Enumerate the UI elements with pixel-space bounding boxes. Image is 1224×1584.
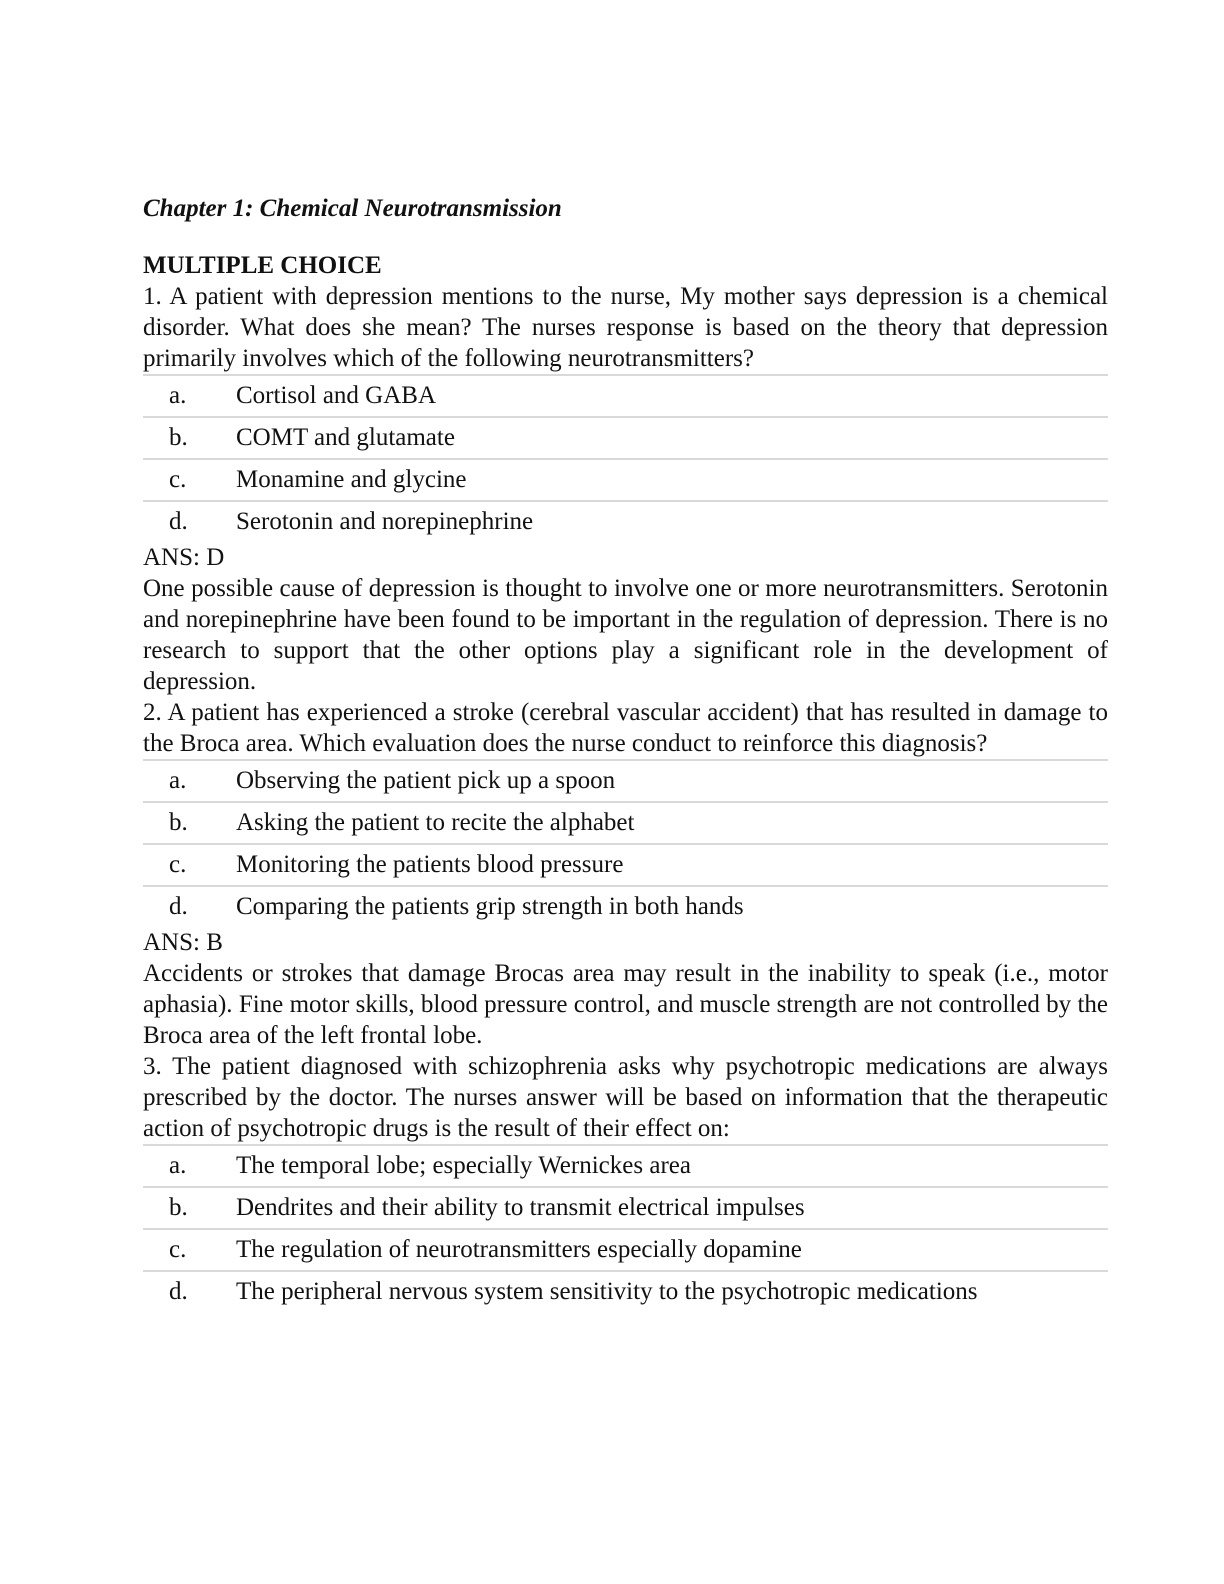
option-text: Observing the patient pick up a spoon — [236, 767, 616, 794]
option-row — [143, 803, 1108, 845]
option-text: Monamine and glycine — [236, 466, 467, 493]
option-letter: b. — [169, 1194, 188, 1221]
option-text: Dendrites and their ability to transmit electrical impulses — [236, 1194, 805, 1221]
option-letter: d. — [169, 508, 188, 535]
chapter-title: Chapter 1: Chemical Neurotransmission — [143, 195, 562, 222]
option-letter: c. — [169, 466, 187, 493]
option-row — [143, 502, 1108, 542]
options-list — [143, 1144, 1108, 1312]
answer-key: ANS: D — [143, 544, 225, 571]
option-text: Monitoring the patients blood pressure — [236, 851, 624, 878]
option-letter: d. — [169, 1278, 188, 1305]
option-row — [143, 1146, 1108, 1188]
option-text: The regulation of neurotransmitters especially dopamine — [236, 1236, 802, 1263]
question-block — [143, 281, 1108, 697]
rationale-text: One possible cause of depression is thought to involve one or more neurotransmitters. Serotonin and norepinephrine have been found to be important in the regulation of depression. There is no research to support that the other options play a significant role in the development of depression. — [143, 575, 1108, 695]
question-text: 1. A patient with depression mentions to the nurse, My mother says depression is a chemical disorder. What does she mean? The nurses response is based on the theory that depression primarily involves which of the following neurotransmitters? — [143, 283, 1108, 372]
question-text: 2. A patient has experienced a stroke (cerebral vascular accident) that has resulted in damage to the Broca area. Which evaluation does the nurse conduct to reinforce this diagnosis? — [143, 699, 1108, 757]
option-text: Asking the patient to recite the alphabet — [236, 809, 635, 836]
section-heading: MULTIPLE CHOICE — [143, 252, 382, 279]
option-text: Comparing the patients grip strength in both hands — [236, 893, 744, 920]
option-row — [143, 418, 1108, 460]
option-text: The peripheral nervous system sensitivity to the psychotropic medications — [236, 1278, 978, 1305]
option-letter: c. — [169, 851, 187, 878]
option-row — [143, 1230, 1108, 1272]
option-row — [143, 761, 1108, 803]
question-block — [143, 697, 1108, 1051]
option-text: COMT and glutamate — [236, 424, 455, 451]
options-list — [143, 374, 1108, 542]
option-letter: c. — [169, 1236, 187, 1263]
option-text: Cortisol and GABA — [236, 382, 436, 409]
option-row — [143, 460, 1108, 502]
option-text: Serotonin and norepinephrine — [236, 508, 534, 535]
option-letter: b. — [169, 424, 188, 451]
option-letter: a. — [169, 767, 187, 794]
options-list — [143, 759, 1108, 927]
option-letter: a. — [169, 382, 187, 409]
option-row — [143, 845, 1108, 887]
question-block — [143, 1051, 1108, 1312]
document-page — [143, 190, 1108, 1312]
option-row — [143, 1272, 1108, 1312]
answer-key: ANS: B — [143, 929, 223, 956]
option-letter: b. — [169, 809, 188, 836]
question-text: 3. The patient diagnosed with schizophrenia asks why psychotropic medications are always prescribed by the doctor. The nurses answer will be based on information that the therapeutic action of psychotropic drugs is the result of their effect on: — [143, 1053, 1108, 1142]
option-row — [143, 1188, 1108, 1230]
option-row — [143, 887, 1108, 927]
rationale-text: Accidents or strokes that damage Brocas area may result in the inability to speak (i.e., motor aphasia). Fine motor skills, blood pressure control, and muscle strength are not controlled by the Broca area of the left frontal lobe. — [143, 960, 1108, 1049]
option-letter: a. — [169, 1152, 187, 1179]
option-text: The temporal lobe; especially Wernickes area — [236, 1152, 691, 1179]
option-row — [143, 376, 1108, 418]
option-letter: d. — [169, 893, 188, 920]
